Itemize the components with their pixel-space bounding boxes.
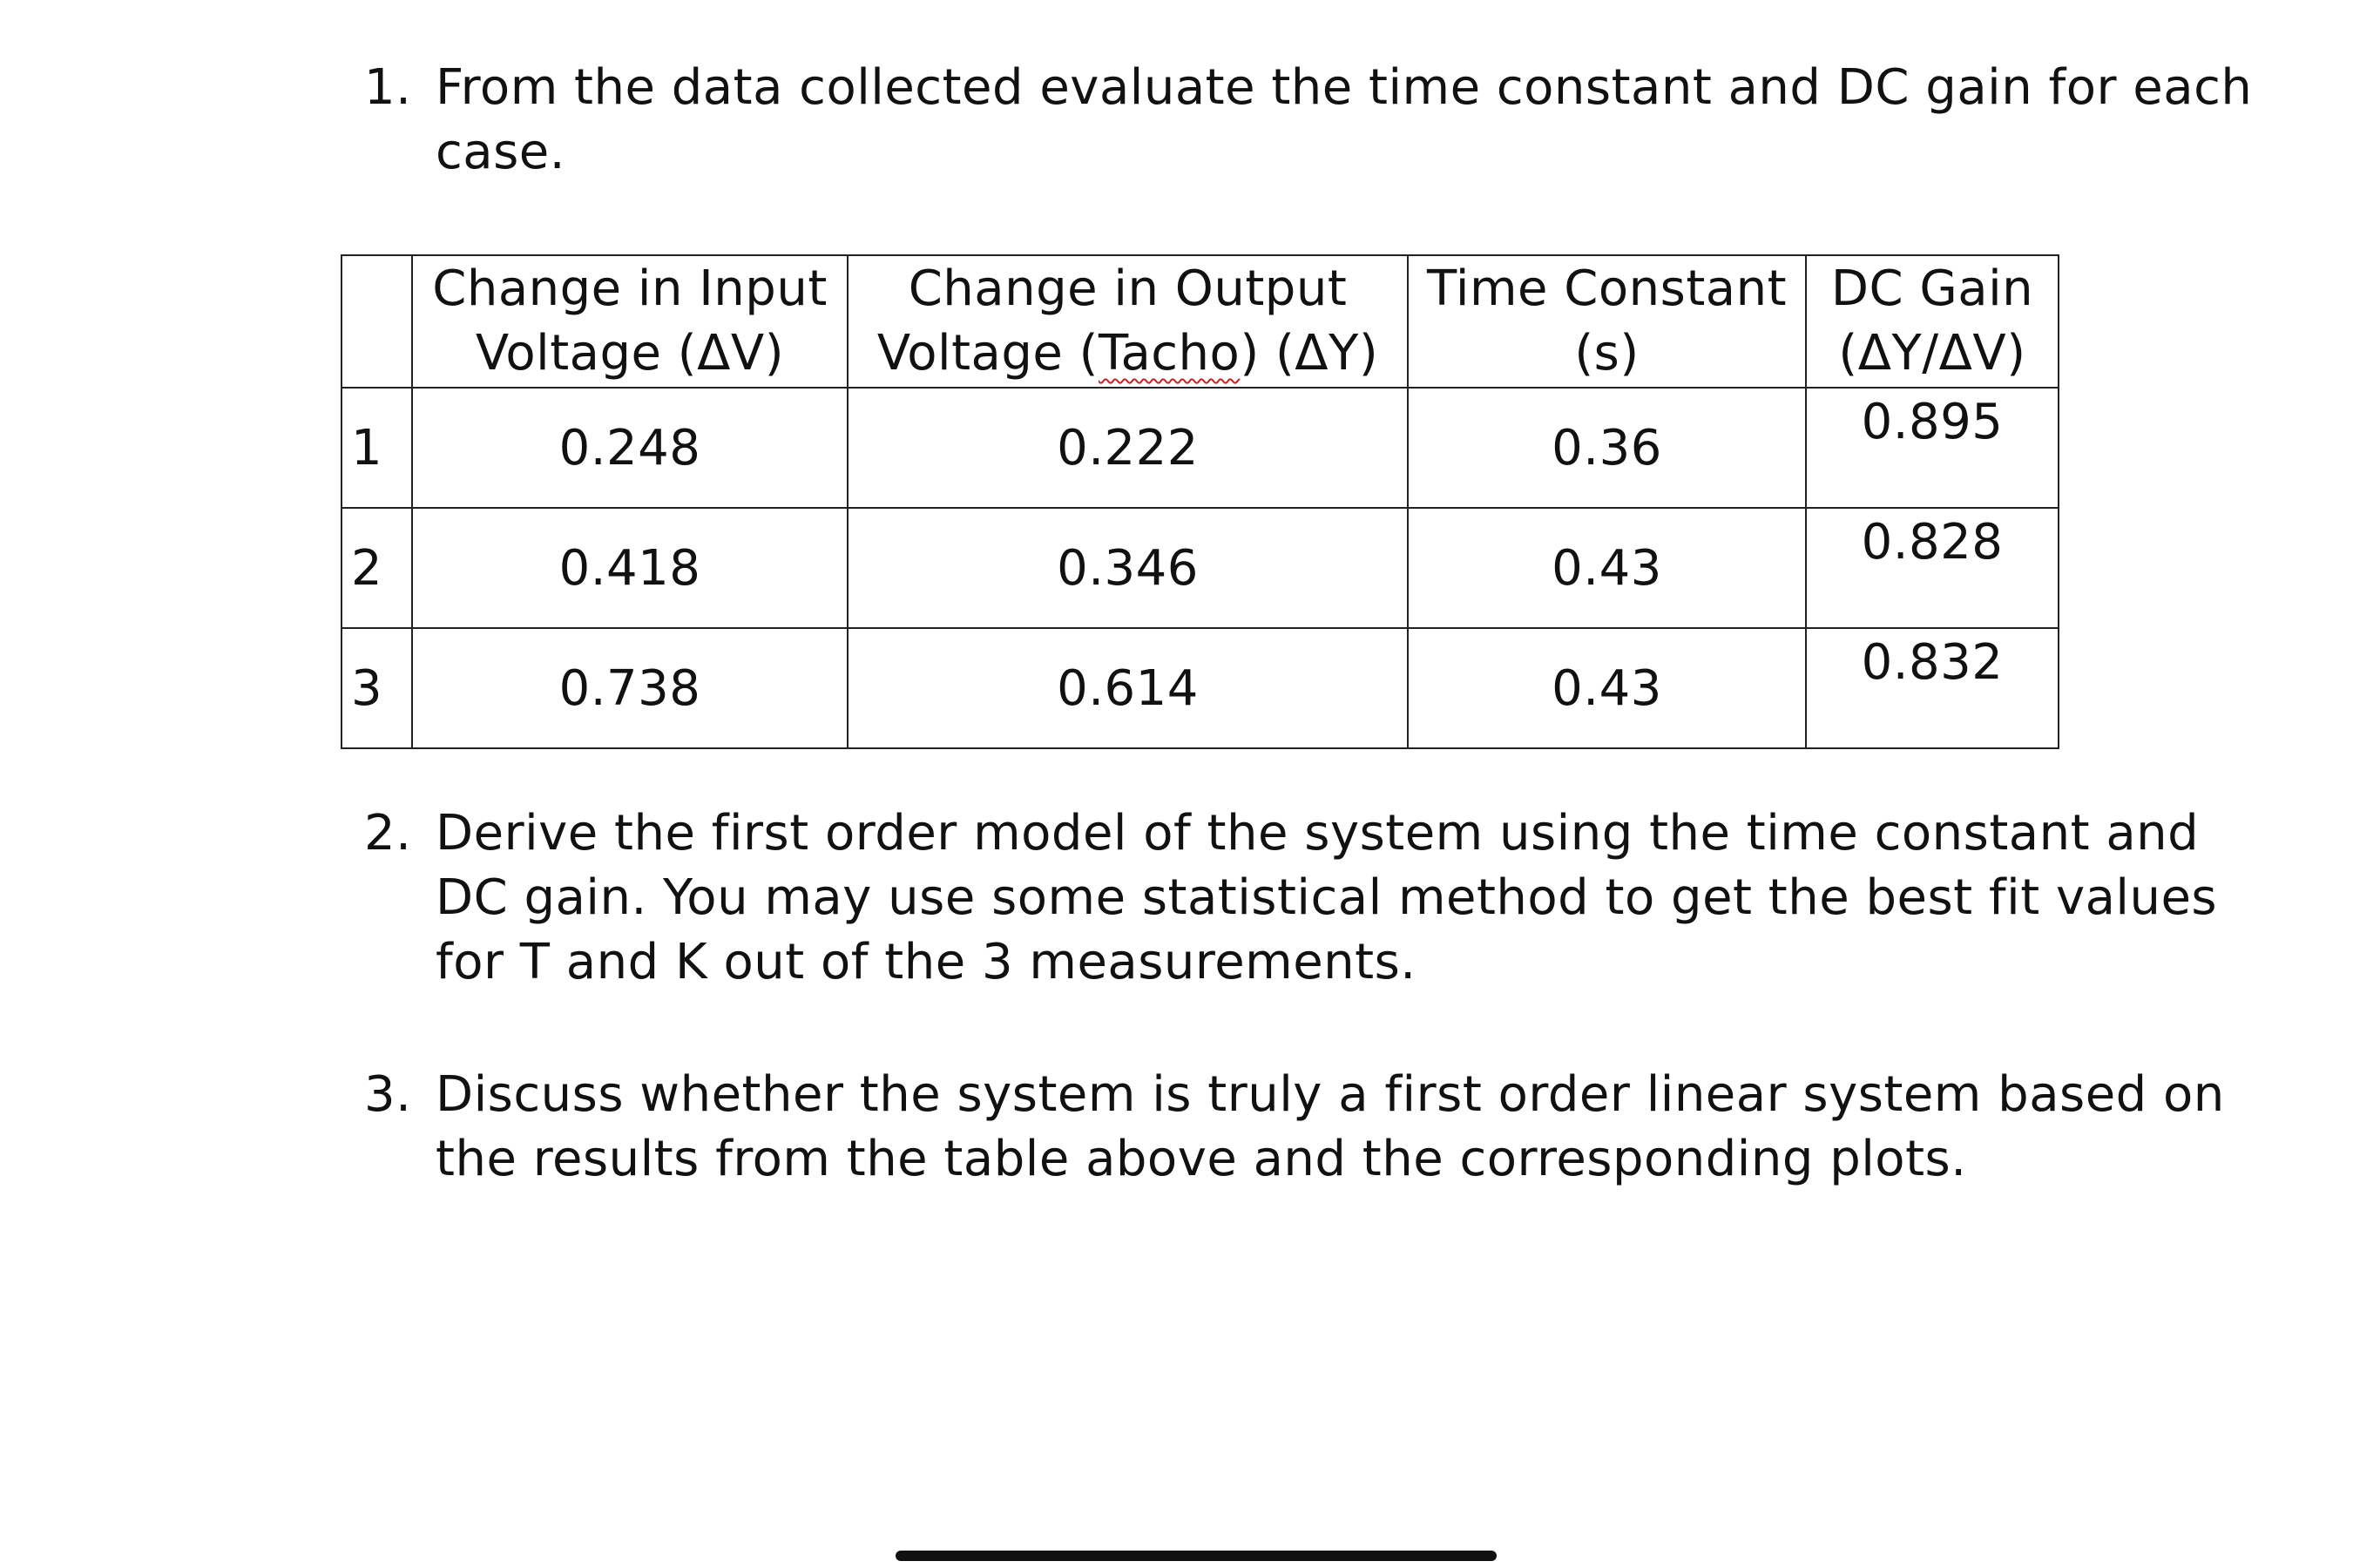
cell-output-voltage: 0.346 bbox=[848, 508, 1408, 628]
cell-time-constant: 0.36 bbox=[1408, 388, 1806, 508]
header-output-line2-post: ) (ΔY) bbox=[1240, 325, 1379, 382]
table-row bbox=[341, 508, 2059, 628]
table-header-row bbox=[341, 255, 2059, 388]
home-indicator-bar[interactable] bbox=[896, 1551, 1497, 1561]
question-3 bbox=[364, 1063, 2281, 1202]
header-output-line2-pre: Voltage ( bbox=[876, 325, 1099, 382]
header-output-voltage bbox=[848, 255, 1408, 388]
cell-dc-gain: 0.832 bbox=[1806, 628, 2059, 748]
cell-output-voltage: 0.614 bbox=[848, 628, 1408, 748]
header-input-line2: Voltage (ΔV) bbox=[475, 325, 785, 382]
cell-output-voltage: 0.222 bbox=[848, 388, 1408, 508]
header-output-line1: Change in Output bbox=[908, 260, 1348, 317]
header-blank-cell bbox=[341, 255, 412, 388]
header-input-voltage bbox=[412, 255, 848, 388]
header-time-line2: (s) bbox=[1574, 325, 1640, 382]
question-1-number: 1. bbox=[364, 59, 412, 116]
question-2 bbox=[364, 801, 2281, 1002]
header-gain-line2: (ΔY/ΔV) bbox=[1838, 325, 2026, 382]
question-2-number: 2. bbox=[364, 805, 412, 862]
header-input-line1: Change in Input bbox=[432, 260, 828, 317]
header-dc-gain bbox=[1806, 255, 2059, 388]
cell-dc-gain: 0.895 bbox=[1806, 388, 2059, 508]
question-3-text: Discuss whether the system is truly a first order linear system based on the results from the table above and the corresponding plots. bbox=[436, 1066, 2225, 1187]
cell-input-voltage: 0.248 bbox=[412, 388, 848, 508]
table-row bbox=[341, 388, 2059, 508]
question-3-number: 3. bbox=[364, 1066, 412, 1123]
table-row bbox=[341, 628, 2059, 748]
row-index: 3 bbox=[341, 628, 412, 748]
header-time-constant bbox=[1408, 255, 1806, 388]
cell-time-constant: 0.43 bbox=[1408, 508, 1806, 628]
row-index: 2 bbox=[341, 508, 412, 628]
header-time-line1: Time Constant bbox=[1426, 260, 1788, 317]
cell-input-voltage: 0.418 bbox=[412, 508, 848, 628]
results-table bbox=[341, 254, 2059, 749]
header-output-tacho-word: Tacho bbox=[1099, 325, 1241, 382]
question-2-text: Derive the first order model of the system using the time constant and DC gain. You may use some statistical method to get the best fit values for T and K out of the 3 measurements. bbox=[436, 805, 2218, 990]
cell-time-constant: 0.43 bbox=[1408, 628, 1806, 748]
question-1-text: From the data collected evaluate the time constant and DC gain for each case. bbox=[436, 59, 2253, 180]
header-gain-line1: DC Gain bbox=[1830, 260, 2034, 317]
cell-input-voltage: 0.738 bbox=[412, 628, 848, 748]
question-1 bbox=[364, 56, 2281, 195]
cell-dc-gain: 0.828 bbox=[1806, 508, 2059, 628]
row-index: 1 bbox=[341, 388, 412, 508]
